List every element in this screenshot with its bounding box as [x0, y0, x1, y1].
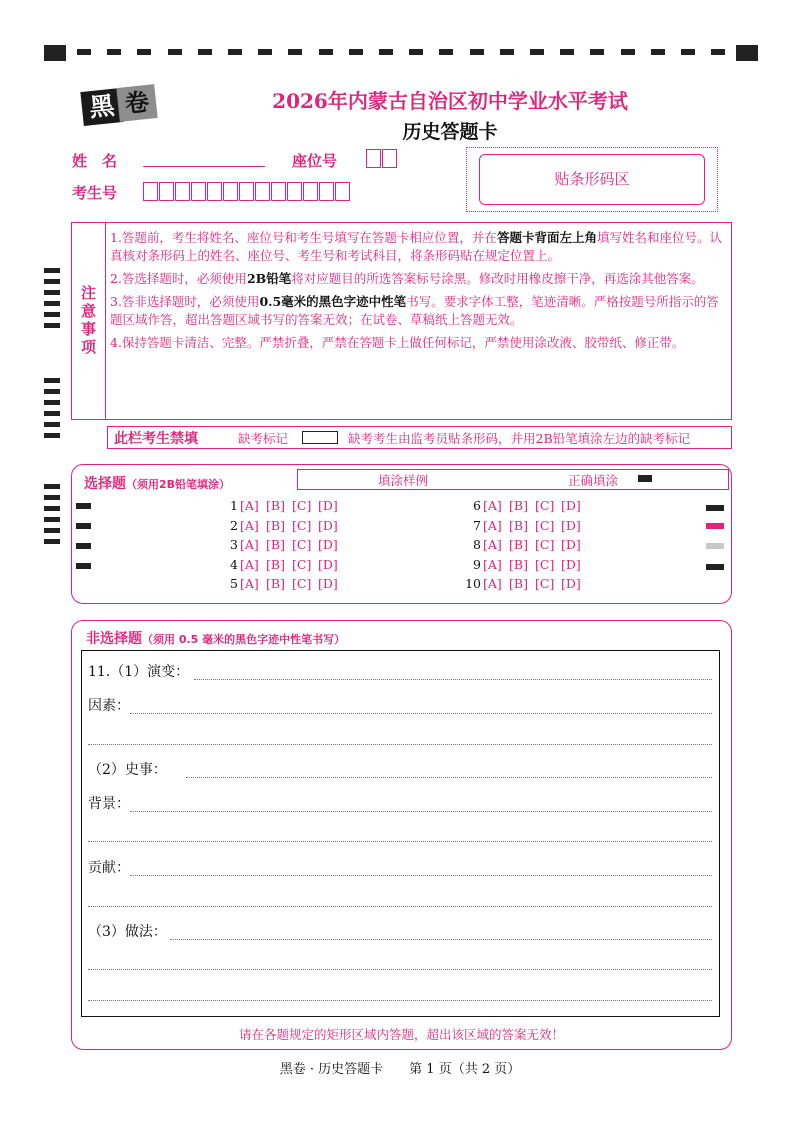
timing-mark	[651, 49, 665, 55]
side-mark	[44, 323, 60, 328]
exam-number-cell[interactable]	[255, 182, 270, 201]
sample-label: 填涂样例	[378, 473, 429, 488]
side-mark	[44, 290, 60, 295]
option-bubble[interactable]: [A]	[483, 576, 502, 591]
factor-label: 因素：	[88, 698, 130, 714]
right-mark-2	[706, 523, 724, 529]
timing-mark	[107, 49, 121, 55]
area-warning: 请在各题规定的矩形区域内答题，超出该区域的答案无效！	[238, 1027, 564, 1042]
answer-line[interactable]	[88, 969, 712, 970]
option-bubble[interactable]: [C]	[535, 498, 555, 513]
option-bubble[interactable]: [C]	[535, 576, 555, 591]
q11-part2-label: （2）史事：	[88, 762, 167, 778]
option-bubble[interactable]: [D]	[561, 537, 581, 552]
choice-question-9	[465, 557, 587, 572]
exam-number-label: 考生号	[72, 184, 118, 202]
correct-fill-label: 正确填涂	[568, 473, 619, 488]
side-mark	[44, 422, 60, 427]
option-bubble[interactable]: [D]	[318, 537, 338, 552]
choice-question-7	[465, 518, 587, 533]
choice-question-1	[222, 498, 344, 513]
background-label: 背景：	[88, 796, 130, 812]
option-bubble[interactable]: [B]	[509, 576, 528, 591]
corner-marker-right	[736, 45, 758, 61]
answer-line[interactable]	[88, 906, 712, 907]
barcode-area	[466, 147, 718, 212]
timing-mark	[711, 49, 725, 55]
timing-mark	[198, 49, 212, 55]
option-bubble[interactable]: [D]	[561, 517, 581, 533]
answer-line[interactable]	[186, 777, 712, 778]
choice-question-8	[465, 537, 587, 552]
right-mark-1	[706, 505, 724, 511]
side-mark	[44, 528, 60, 533]
sheet-subtitle: 历史答题卡	[402, 121, 498, 143]
option-bubble[interactable]: [D]	[318, 498, 338, 513]
notice-items	[110, 229, 727, 357]
notice-item: 3.答非选择题时，必须使用0.5毫米的黑色字迹中性笔书写。要求字体工整，笔迹清晰。严格按题号所指示的答题区域作答，超出答题区域书写的答案无效；在试卷、草稿纸上答题无效。	[110, 294, 719, 327]
side-mark	[44, 539, 60, 544]
choice-section	[71, 464, 732, 604]
timing-mark	[560, 49, 574, 55]
option-bubble[interactable]: [B]	[266, 556, 285, 572]
side-mark	[44, 268, 60, 273]
question-number: 5	[230, 576, 238, 591]
option-bubble[interactable]: [D]	[561, 576, 581, 591]
option-bubble[interactable]: [B]	[509, 537, 528, 552]
seat-label: 座位号	[292, 152, 338, 170]
side-mark	[44, 411, 60, 416]
nonchoice-title: 非选择题（须用 0.5 毫米的黑色字迹中性笔书写）	[86, 631, 346, 647]
side-mark	[44, 433, 60, 438]
option-bubble[interactable]: [A]	[483, 517, 502, 533]
absent-note: 缺考考生由监考员贴条形码，并用2B铅笔填涂左边的缺考标记	[348, 431, 691, 446]
exam-number-cell[interactable]	[143, 182, 158, 201]
option-bubble[interactable]: [D]	[561, 498, 581, 513]
exam-number-boxes[interactable]	[143, 181, 351, 201]
side-mark	[44, 301, 60, 306]
answer-line[interactable]	[88, 744, 712, 745]
timing-mark	[590, 49, 604, 55]
exam-number-cell[interactable]	[159, 182, 174, 201]
exam-number-cell[interactable]	[207, 182, 222, 201]
choice-question-4	[222, 557, 344, 572]
option-bubble[interactable]: [B]	[266, 576, 285, 591]
notice-box	[71, 222, 732, 420]
option-bubble[interactable]: [C]	[292, 537, 312, 552]
timing-mark	[681, 49, 695, 55]
notice-item: 2.答选择题时，必须使用2B铅笔将对应题目的所选答案标号涂黑。修改时用橡皮擦干净，再选涂其他答案。	[110, 271, 704, 286]
option-bubble[interactable]: [D]	[318, 576, 338, 591]
answer-line[interactable]	[170, 939, 712, 940]
option-bubble[interactable]: [D]	[318, 517, 338, 533]
absent-bar	[107, 426, 732, 449]
choice-question-3	[222, 537, 344, 552]
option-bubble[interactable]: [C]	[292, 556, 312, 572]
option-bubble[interactable]: [D]	[318, 556, 338, 572]
option-bubble[interactable]: [B]	[509, 498, 528, 513]
answer-area-11[interactable]	[81, 650, 720, 1017]
question-number: 3	[230, 537, 238, 552]
choice-question-5	[222, 576, 344, 591]
exam-number-cell[interactable]	[271, 182, 286, 201]
timing-mark	[439, 49, 453, 55]
option-bubble[interactable]: [B]	[266, 498, 285, 513]
barcode-label: 贴条形码区	[479, 154, 705, 205]
exam-number-cell[interactable]	[319, 182, 334, 201]
option-bubble[interactable]: [A]	[483, 498, 502, 513]
side-mark	[44, 495, 60, 500]
option-bubble[interactable]: [C]	[292, 576, 312, 591]
option-bubble[interactable]: [D]	[561, 556, 581, 572]
option-bubble[interactable]: [A]	[483, 556, 502, 572]
option-bubble[interactable]: [A]	[240, 498, 259, 513]
option-bubble[interactable]: [A]	[240, 517, 259, 533]
option-bubble[interactable]: [C]	[535, 537, 555, 552]
option-bubble[interactable]: [B]	[509, 556, 528, 572]
question-number: 8	[473, 537, 481, 552]
side-mark	[44, 400, 60, 405]
logo-char-hei: 黑	[80, 88, 123, 126]
side-mark	[44, 312, 60, 317]
timing-mark	[530, 49, 544, 55]
answer-line[interactable]	[130, 875, 712, 876]
top-timing-marks	[44, 45, 758, 61]
timing-mark	[258, 49, 272, 55]
contribution-label: 贡献：	[88, 860, 130, 876]
answer-line[interactable]	[194, 679, 712, 680]
correct-fill-mark	[638, 475, 652, 482]
name-field[interactable]	[143, 166, 265, 167]
answer-line[interactable]	[88, 841, 712, 842]
page-footer: 黑卷 · 历史答题卡 第 1 页（共 2 页）	[279, 1062, 521, 1077]
exam-number-cell[interactable]	[287, 182, 302, 201]
heijuan-logo	[82, 86, 158, 126]
timing-mark	[409, 49, 423, 55]
choice-question-6	[465, 498, 587, 513]
absent-mark-label: 缺考标记	[238, 431, 289, 446]
answer-line[interactable]	[130, 713, 712, 714]
timing-mark	[349, 49, 363, 55]
notice-item: 4.保持答题卡清洁、完整。严禁折叠，严禁在答题卡上做任何标记，严禁使用涂改液、胶带纸、修正带。	[110, 335, 685, 350]
side-mark	[44, 378, 60, 383]
timing-mark	[288, 49, 302, 55]
option-bubble[interactable]: [A]	[240, 537, 259, 552]
question-number: 2	[230, 517, 238, 533]
corner-marker-left	[44, 45, 66, 61]
answer-line[interactable]	[88, 1000, 712, 1001]
side-mark	[44, 506, 60, 511]
question-number: 9	[473, 556, 481, 572]
exam-number-cell[interactable]	[175, 182, 190, 201]
option-bubble[interactable]: [A]	[483, 537, 502, 552]
question-number: 10	[465, 576, 481, 591]
side-mark	[44, 389, 60, 394]
notice-item: 1.答题前，考生将姓名、座位号和考生号填写在答题卡相应位置，并在答题卡背面左上角填写姓名和座位号。认真核对条形码上的姓名、座位号、考生号和考试科目，将条形码贴在规定位置上。	[110, 230, 722, 263]
option-bubble[interactable]: [A]	[240, 576, 259, 591]
q11-part3-label: （3）做法：	[88, 924, 167, 940]
answer-line[interactable]	[130, 811, 712, 812]
timing-mark	[228, 49, 242, 55]
fill-sample	[297, 469, 729, 490]
option-bubble[interactable]: [B]	[266, 537, 285, 552]
option-bubble[interactable]: [C]	[535, 556, 555, 572]
q11-part1-label: 11.（1）演变：	[88, 664, 190, 680]
seat-boxes[interactable]	[366, 148, 398, 168]
option-bubble[interactable]: [C]	[292, 517, 312, 533]
exam-title: 2026年内蒙古自治区初中学业水平考试	[272, 89, 628, 113]
exam-number-cell[interactable]	[239, 182, 254, 201]
exam-number-cell[interactable]	[191, 182, 206, 201]
logo-char-juan: 卷	[116, 84, 157, 122]
choice-question-2	[222, 518, 344, 533]
timing-mark	[77, 49, 91, 55]
option-bubble[interactable]: [B]	[509, 517, 528, 533]
side-mark	[44, 484, 60, 489]
choice-title: 选择题（须用2B铅笔填涂）	[84, 476, 231, 492]
option-bubble[interactable]: [C]	[535, 517, 555, 533]
name-label: 姓 名	[72, 152, 118, 170]
choice-question-10	[465, 576, 587, 591]
option-bubble[interactable]: [B]	[266, 517, 285, 533]
question-number: 1	[230, 498, 238, 513]
timing-mark	[168, 49, 182, 55]
question-number: 7	[473, 517, 481, 533]
side-mark	[44, 279, 60, 284]
nonchoice-section	[71, 620, 732, 1050]
exam-number-cell[interactable]	[223, 182, 238, 201]
timing-mark	[137, 49, 151, 55]
exam-number-cell[interactable]	[303, 182, 318, 201]
timing-mark	[621, 49, 635, 55]
question-number: 6	[473, 498, 481, 513]
right-mark-3	[706, 543, 724, 549]
notice-side-label: 注意事项	[72, 223, 106, 419]
question-number: 4	[230, 556, 238, 572]
absent-mark-box[interactable]	[302, 431, 338, 444]
right-mark-4	[706, 564, 724, 570]
side-mark	[44, 517, 60, 522]
absent-title: 此栏考生禁填	[114, 431, 198, 447]
exam-number-cell[interactable]	[335, 182, 350, 201]
timing-mark	[500, 49, 514, 55]
timing-mark	[319, 49, 333, 55]
option-bubble[interactable]: [A]	[240, 556, 259, 572]
option-bubble[interactable]: [C]	[292, 498, 312, 513]
timing-mark	[379, 49, 393, 55]
timing-mark	[470, 49, 484, 55]
